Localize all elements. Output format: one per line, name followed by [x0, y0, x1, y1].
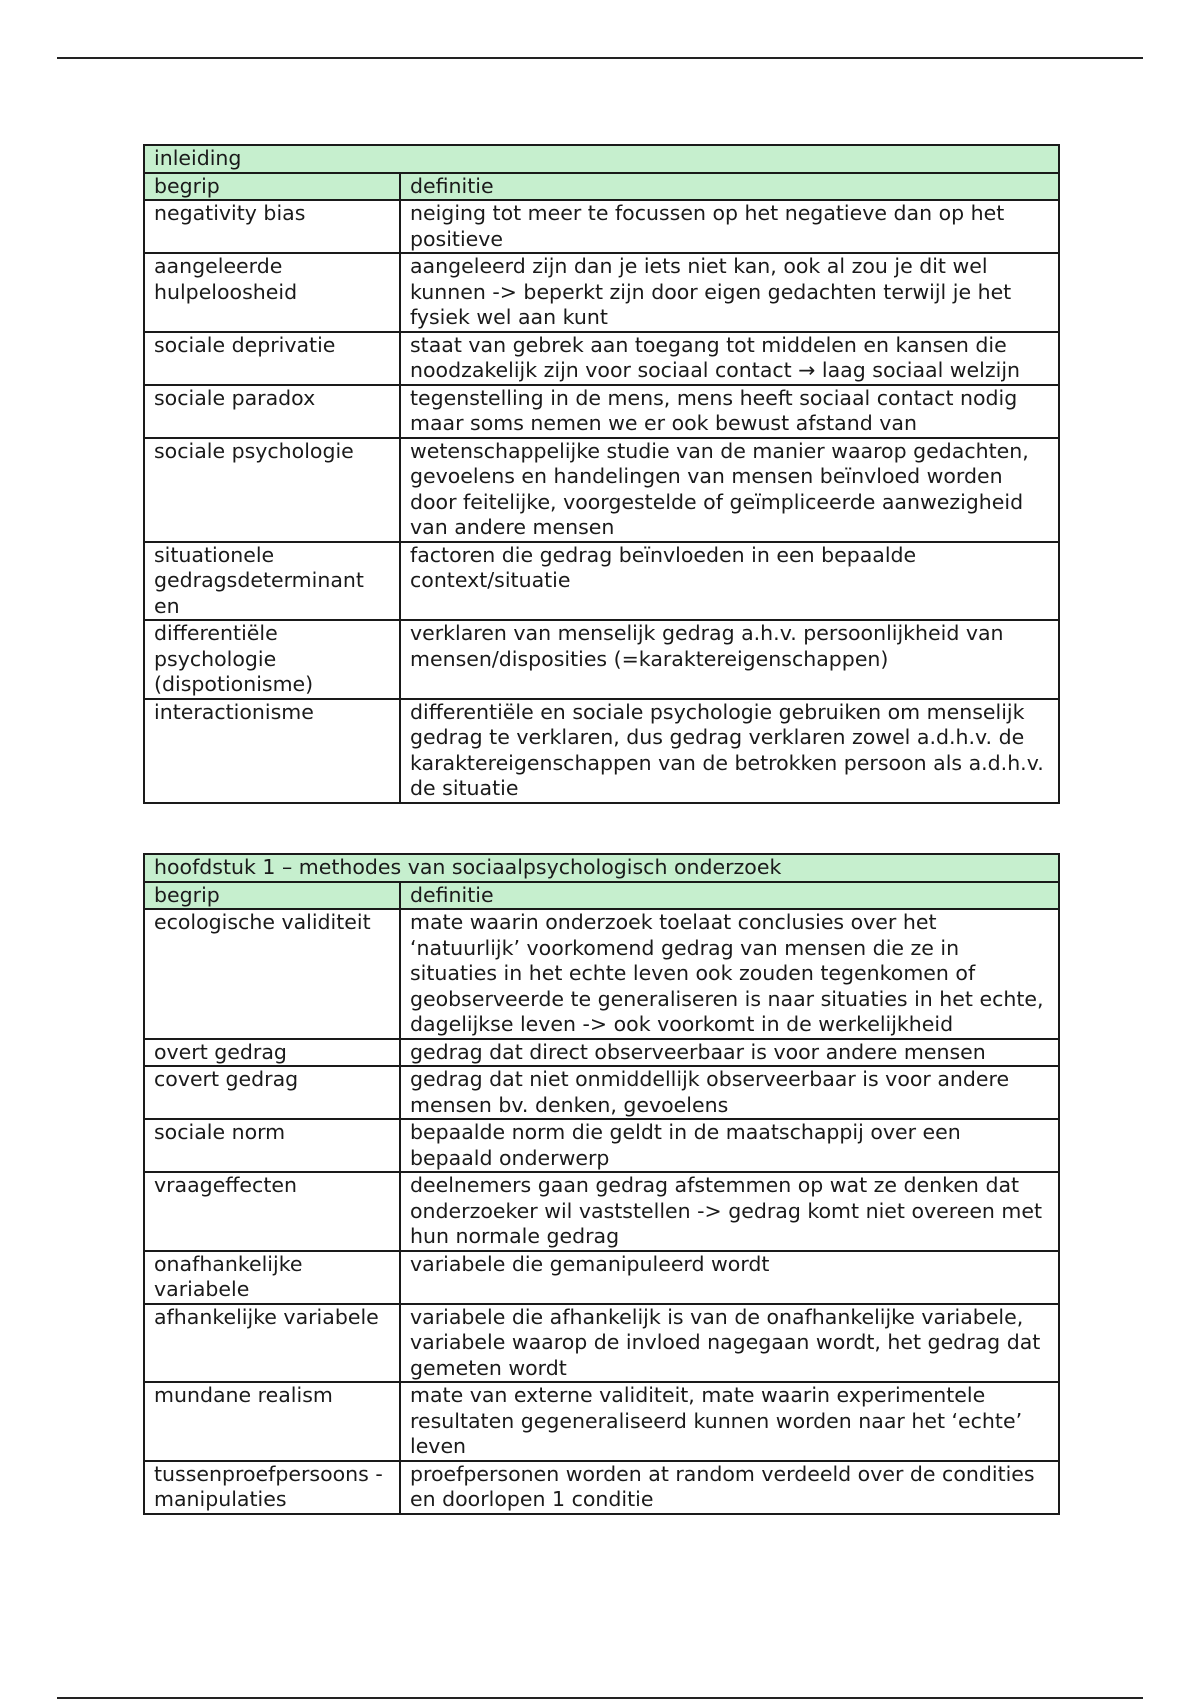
definition-cell: deelnemers gaan gedrag afstemmen op wat ze denken dat onderzoeker wil vaststellen -> gedrag komt niet overeen met hun normale gedrag [400, 1172, 1059, 1251]
definition-cell: staat van gebrek aan toegang tot middelen en kansen die noodzakelijk zijn voor sociaal contact → laag sociaal welzijn [400, 332, 1059, 385]
term-cell: afhankelijke variabele [144, 1304, 400, 1383]
table-row [144, 1382, 1059, 1461]
term-cell: negativity bias [144, 200, 400, 253]
definition-cell: gedrag dat niet onmiddellijk observeerbaar is voor andere mensen bv. denken, gevoelens [400, 1066, 1059, 1119]
column-header-definition: definitie [400, 173, 1059, 201]
table-title: hoofdstuk 1 – methodes van sociaalpsychologisch onderzoek [144, 854, 1059, 882]
footer-rule [57, 1697, 1143, 1699]
table-header-row [144, 173, 1059, 201]
term-cell: vraageffecten [144, 1172, 400, 1251]
table-row [144, 438, 1059, 542]
table-row [144, 1251, 1059, 1304]
table-row [144, 200, 1059, 253]
table-row [144, 1039, 1059, 1067]
table-title: inleiding [144, 145, 1059, 173]
term-cell: interactionisme [144, 699, 400, 803]
definition-cell: proefpersonen worden at random verdeeld over de condities en doorlopen 1 conditie [400, 1461, 1059, 1514]
table-row [144, 1304, 1059, 1383]
term-cell: sociale psychologie [144, 438, 400, 542]
definition-cell: wetenschappelijke studie van de manier waarop gedachten, gevoelens en handelingen van mensen beïnvloed worden door feitelijke, voorgestelde of geïmpliceerde aanwezigheid van andere mensen [400, 438, 1059, 542]
table-row [144, 1119, 1059, 1172]
table-title-row [144, 145, 1059, 173]
table-row [144, 699, 1059, 803]
term-cell: differentiële psychologie (dispotionisme) [144, 620, 400, 699]
table-header-row [144, 882, 1059, 910]
definition-cell: neiging tot meer te focussen op het negatieve dan op het positieve [400, 200, 1059, 253]
term-cell: onafhankelijke variabele [144, 1251, 400, 1304]
definition-cell: factoren die gedrag beïnvloeden in een bepaalde context/situatie [400, 542, 1059, 621]
definition-cell: variabele die gemanipuleerd wordt [400, 1251, 1059, 1304]
glossary-table-hoofdstuk-1 [143, 853, 1060, 1515]
definition-cell: mate van externe validiteit, mate waarin experimentele resultaten gegeneraliseerd kunnen worden naar het ‘echte’ leven [400, 1382, 1059, 1461]
table-row [144, 1461, 1059, 1514]
definition-cell: variabele die afhankelijk is van de onafhankelijke variabele, variabele waarop de invloed nagegaan wordt, het gedrag dat gemeten wordt [400, 1304, 1059, 1383]
term-cell: covert gedrag [144, 1066, 400, 1119]
glossary-table-inleiding [143, 144, 1060, 804]
table-row [144, 253, 1059, 332]
table-row [144, 1172, 1059, 1251]
definition-cell: mate waarin onderzoek toelaat conclusies over het ‘natuurlijk’ voorkomend gedrag van mensen die ze in situaties in het echte leven ook zouden tegenkomen of geobserveerde te generaliseren is naar situaties in het echte, dagelijkse leven -> ook voorkomt in de werkelijkheid [400, 909, 1059, 1039]
term-cell: mundane realism [144, 1382, 400, 1461]
header-rule [57, 57, 1143, 59]
term-cell: sociale deprivatie [144, 332, 400, 385]
column-header-term: begrip [144, 173, 400, 201]
definition-cell: tegenstelling in de mens, mens heeft sociaal contact nodig maar soms nemen we er ook bewust afstand van [400, 385, 1059, 438]
definition-cell: gedrag dat direct observeerbaar is voor andere mensen [400, 1039, 1059, 1067]
table-row [144, 542, 1059, 621]
term-cell: overt gedrag [144, 1039, 400, 1067]
definition-cell: verklaren van menselijk gedrag a.h.v. persoonlijkheid van mensen/disposities (=karaktereigenschappen) [400, 620, 1059, 699]
table-row [144, 332, 1059, 385]
table-row [144, 620, 1059, 699]
table-title-row [144, 854, 1059, 882]
table-row [144, 1066, 1059, 1119]
term-cell: sociale norm [144, 1119, 400, 1172]
column-header-term: begrip [144, 882, 400, 910]
column-header-definition: definitie [400, 882, 1059, 910]
term-cell: aangeleerde hulpeloosheid [144, 253, 400, 332]
definition-cell: differentiële en sociale psychologie gebruiken om menselijk gedrag te verklaren, dus gedrag verklaren zowel a.d.h.v. de karaktereigenschappen van de betrokken persoon als a.d.h.v. de situatie [400, 699, 1059, 803]
term-cell: ecologische validiteit [144, 909, 400, 1039]
definition-cell: aangeleerd zijn dan je iets niet kan, ook al zou je dit wel kunnen -> beperkt zijn door eigen gedachten terwijl je het fysiek wel aan kunt [400, 253, 1059, 332]
definition-cell: bepaalde norm die geldt in de maatschappij over een bepaald onderwerp [400, 1119, 1059, 1172]
term-cell: situationele gedragsdeterminant en [144, 542, 400, 621]
table-row [144, 909, 1059, 1039]
term-cell: sociale paradox [144, 385, 400, 438]
table-row [144, 385, 1059, 438]
term-cell: tussenproefpersoons -manipulaties [144, 1461, 400, 1514]
